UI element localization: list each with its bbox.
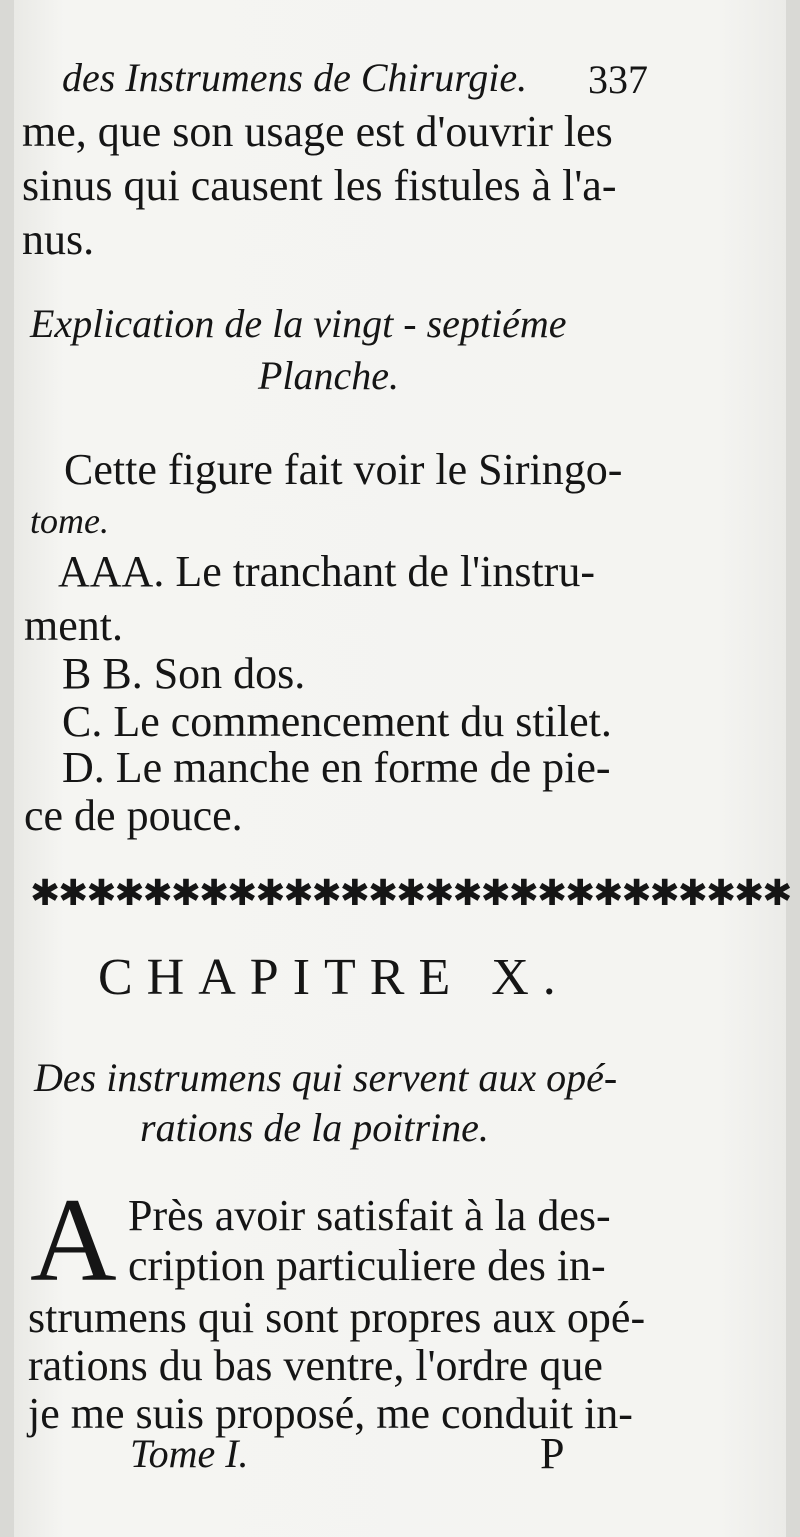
legend-item: AAA. Le tranchant de l'instru-: [58, 547, 595, 596]
running-head: des Instrumens de Chirurgie.: [62, 55, 528, 100]
chapter-subtitle: Des instrumens qui servent aux opé-: [34, 1055, 618, 1100]
legend-item: ment.: [24, 601, 123, 650]
catchword: Tome I.: [130, 1431, 249, 1476]
paragraph-line: je me suis proposé, me conduit in-: [28, 1389, 633, 1438]
ornament-rule: ✱✱✱✱✱✱✱✱✱✱✱✱✱✱✱✱✱✱✱✱✱✱✱✱✱✱✱: [30, 873, 791, 913]
page-number: 337: [588, 57, 648, 102]
chapter-heading: CHAPITRE X.: [98, 949, 570, 1006]
figure-intro-cont: tome.: [30, 501, 109, 541]
figure-intro: Cette figure fait voir le Siringo-: [64, 445, 623, 494]
legend-item: C. Le commencement du stilet.: [62, 697, 612, 746]
legend-item: D. Le manche en forme de pie-: [62, 743, 611, 792]
explanation-title-cont: Planche.: [258, 353, 400, 398]
paragraph-line: strumens qui sont propres aux opé-: [28, 1293, 646, 1342]
text-line: sinus qui causent les fistules à l'a-: [22, 161, 617, 210]
paragraph-line: Près avoir satisfait à la des-: [128, 1191, 611, 1240]
page-right-edge: [786, 0, 800, 1537]
text-line: me, que son usage est d'ouvrir les: [22, 107, 613, 156]
drop-cap: A: [30, 1173, 117, 1306]
paragraph-line: cription particuliere des in-: [128, 1241, 606, 1290]
text-line: nus.: [22, 215, 95, 264]
chapter-subtitle-cont: rations de la poitrine.: [140, 1105, 489, 1150]
explanation-title: Explication de la vingt - septiéme: [30, 301, 567, 346]
signature-mark: P: [540, 1429, 565, 1478]
paragraph-line: rations du bas ventre, l'ordre que: [28, 1341, 603, 1390]
legend-item: B B. Son dos.: [62, 649, 306, 698]
page-left-edge: [0, 0, 14, 1537]
legend-item: ce de pouce.: [24, 791, 243, 840]
